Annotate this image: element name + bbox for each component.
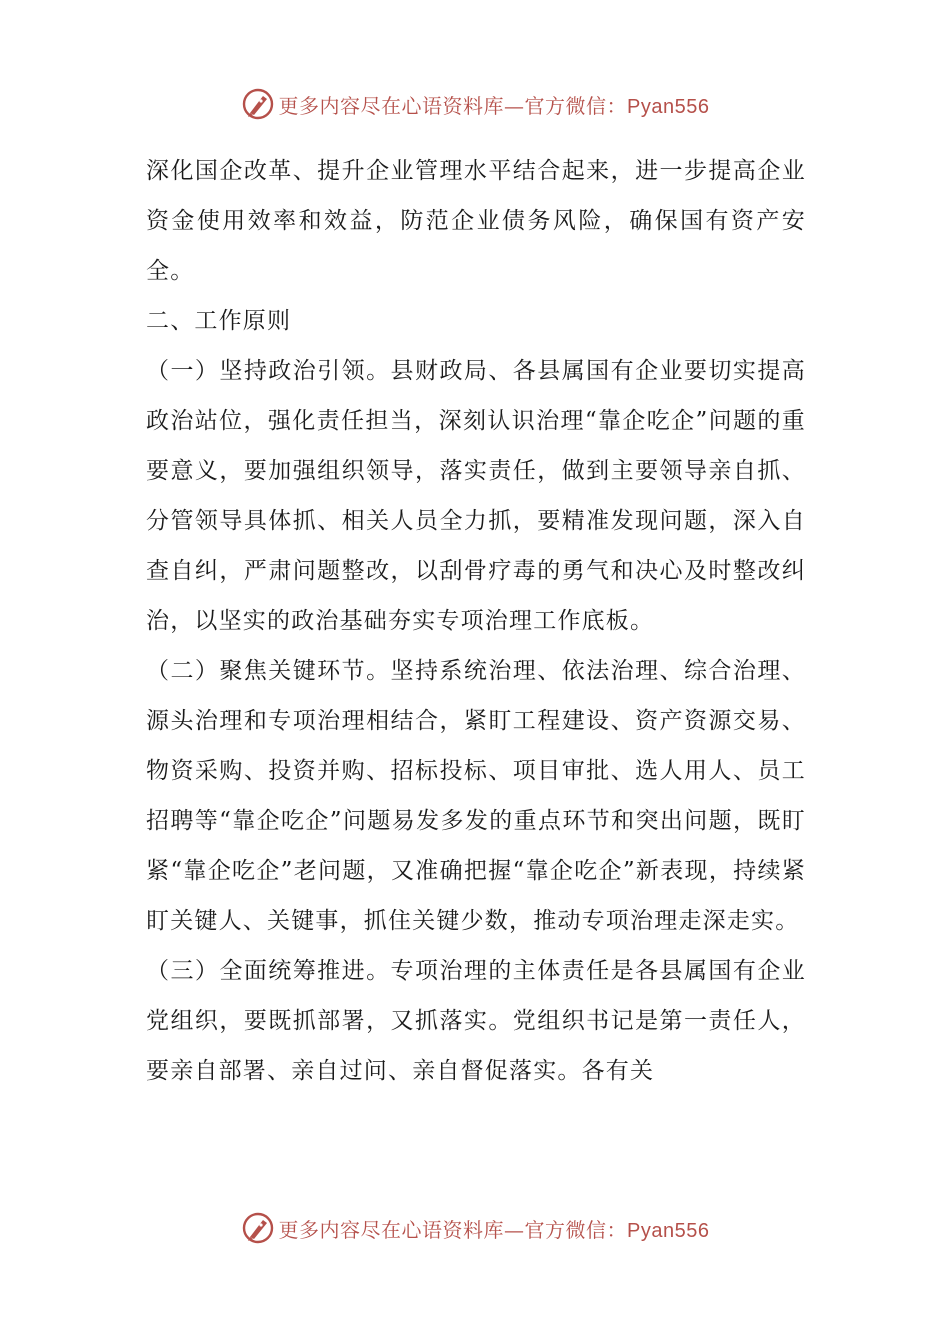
wechat-id: Pyan556 <box>627 95 710 118</box>
section-heading: 二、工作原则 <box>146 308 292 334</box>
banner-text: 更多内容尽在心语资料库—官方微信：Pyan556 <box>278 93 710 118</box>
paragraph: （三）全面统筹推进。专项治理的主体责任是各县属国有企业党组织，要既抓部署，又抓落实。党组织书记是第一责任人，要亲自部署、亲自过问、亲自督促落实。各有关 <box>146 958 806 1084</box>
paragraph: （二）聚焦关键环节。坚持系统治理、依法治理、综合治理、源头治理和专项治理相结合，紧盯工程建设、资产资源交易、物资采购、投资并购、招标投标、项目审批、选人用人、员工招聘等“靠企吃企”问题易发多发的重点环节和突出问题，既盯紧“靠企吃企”老问题，又准确把握“靠企吃企”新表现，持续紧盯关键人、关键事，抓住关键少数，推动专项治理走深走实。 <box>146 658 806 934</box>
paragraph: 深化国企改革、提升企业管理水平结合起来，进一步提高企业资金使用效率和效益，防范企业债务风险，确保国有资产安全。 <box>146 158 806 284</box>
wechat-id: Pyan556 <box>627 1219 710 1242</box>
footer-banner <box>0 1208 950 1248</box>
header-banner <box>0 84 950 124</box>
paragraph: （一）坚持政治引领。县财政局、各县属国有企业要切实提高政治站位，强化责任担当，深刻认识治理“靠企吃企”问题的重要意义，要加强组织领导，落实责任，做到主要领导亲自抓、分管领导具体抓、相关人员全力抓，要精准发现问题，深入自查自纠，严肃问题整改，以刮骨疗毒的勇气和决心及时整改纠治，以坚实的政治基础夯实专项治理工作底板。 <box>146 358 806 634</box>
document-body <box>146 146 806 1096</box>
banner-text: 更多内容尽在心语资料库—官方微信：Pyan556 <box>278 1217 710 1242</box>
fountain-pen-seal-icon <box>241 1211 275 1245</box>
fountain-pen-seal-icon <box>241 87 275 121</box>
